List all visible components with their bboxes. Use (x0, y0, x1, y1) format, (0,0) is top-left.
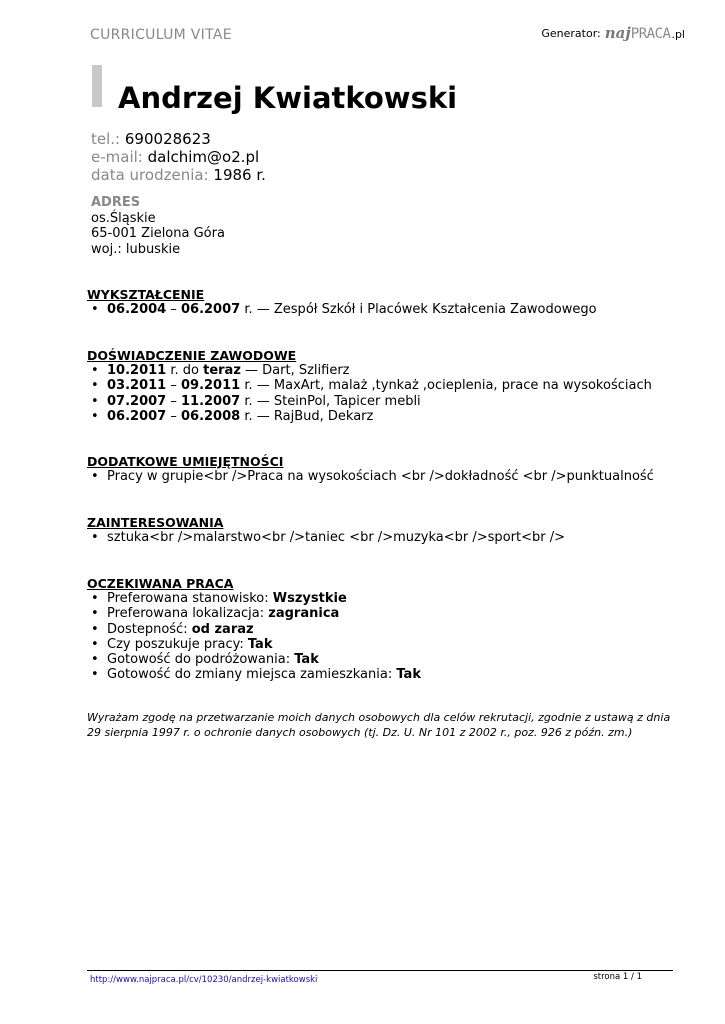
education-section (87, 287, 597, 317)
item-label: Gotowość do zmiany miejsca zamieszkania: (107, 667, 397, 683)
item-value: Tak (294, 652, 319, 668)
skills-item: • Pracy w grupie<br />Praca na wysokościach <br />dokładność <br />punktualność (87, 469, 654, 484)
education-item (87, 302, 597, 317)
data-processing-consent: Wyrażam zgodę na przetwarzanie moich danych osobowych dla celów rekrutacji, zgodnie z ustawą z dnia 29 sierpnia 1997 r. o ochronie danych osobowych (tj. Dz. U. Nr 101 z 2002 r., poz. 926 z późn. zm.) (87, 711, 671, 739)
expected-job-item (87, 622, 421, 637)
interests-heading: ZAINTERESOWANIA (87, 515, 224, 530)
expected-job-item (87, 606, 421, 621)
email-label: e-mail: (91, 148, 143, 166)
education-list (87, 302, 597, 317)
date-sep: – (166, 378, 181, 394)
birth-row (91, 166, 266, 184)
expected-job-item (87, 652, 421, 667)
entry-text: r. — RajBud, Dekarz (240, 408, 374, 424)
page-number: strona 1 / 1 (593, 972, 642, 982)
footer-divider (87, 970, 673, 971)
date-sep: – (166, 408, 181, 424)
interests-list (87, 530, 565, 545)
contact-info (91, 130, 266, 184)
interests-item: • sztuka<br />malarstwo<br />taniec <br />muzyka<br />sport<br /> (87, 530, 565, 545)
experience-item (87, 409, 652, 424)
date-from: 03.2011 (107, 378, 167, 394)
najpraca-logo (605, 24, 685, 42)
skills-heading: DODATKOWE UMIEJĘTNOŚCI (87, 454, 284, 469)
date-from: 06.2004 (107, 302, 167, 317)
expected-job-item (87, 637, 421, 652)
name-accent-bar (92, 65, 102, 107)
logo-part-praca: PRACA (630, 26, 671, 42)
item-value: od zaraz (191, 621, 254, 637)
entry-text: — Dart, Szlifierz (240, 363, 350, 378)
phone-value: 690028623 (124, 130, 211, 148)
entry-text: r. — SteinPol, Tapicer mebli (240, 393, 421, 409)
expected-job-item (87, 591, 421, 606)
date-to: 06.2008 (180, 408, 241, 424)
phone-row (91, 130, 266, 148)
date-from: 10.2011 (107, 363, 167, 378)
experience-item (87, 394, 652, 409)
entry-text: r. — Zespół Szkół i Placówek Kształcenia Zawodowego (240, 302, 597, 317)
skills-list (87, 469, 654, 484)
date-sep: – (166, 393, 181, 409)
item-value: Tak (396, 667, 421, 683)
item-label: Czy poszukuje pracy: (107, 636, 248, 652)
document-title: CURRICULUM VITAE (90, 27, 232, 43)
date-to: 06.2007 (180, 302, 241, 317)
email-row (91, 148, 266, 166)
item-value: zagranica (268, 606, 340, 622)
item-label: Preferowana stanowisko: (107, 591, 273, 606)
expected-job-item (87, 667, 421, 682)
education-heading: WYKSZTAŁCENIE (87, 287, 205, 302)
address-line: os.Śląskie (91, 210, 156, 226)
expected-job-list (87, 591, 421, 683)
date-sep: – (166, 302, 181, 317)
generator-credit (541, 24, 685, 42)
birth-value: 1986 r. (213, 166, 266, 184)
email-value: dalchim@o2.pl (147, 148, 260, 166)
date-from: 06.2007 (107, 408, 167, 424)
experience-heading: DOŚWIADCZENIE ZAWODOWE (87, 348, 297, 363)
experience-item (87, 378, 652, 393)
address-line: 65-001 Zielona Góra (91, 226, 225, 241)
date-to: 09.2011 (180, 378, 241, 394)
experience-list (87, 363, 652, 424)
person-name: Andrzej Kwiatkowski (118, 81, 458, 115)
generator-label: Generator: (541, 26, 601, 40)
experience-section (87, 348, 652, 424)
address-line: woj.: lubuskie (91, 241, 181, 257)
expected-job-heading: OCZEKIWANA PRACA (87, 576, 234, 591)
item-label: Dostepność: (107, 621, 192, 637)
phone-label: tel.: (91, 130, 121, 148)
date-from: 07.2007 (107, 393, 167, 409)
birth-label: data urodzenia: (91, 166, 209, 184)
date-sep: r. do (166, 363, 204, 378)
entry-text: r. — MaxArt, malaż ,tynkaż ,ocieplenia, prace na wysokościach (240, 378, 652, 394)
address-header: ADRES (91, 195, 141, 210)
item-label: Gotowość do podróżowania: (107, 652, 295, 668)
address-block (91, 195, 225, 257)
item-value: Wszystkie (272, 591, 347, 606)
date-to: 11.2007 (180, 393, 241, 409)
date-to: teraz (203, 363, 241, 378)
skills-section (87, 454, 654, 484)
experience-item (87, 363, 652, 378)
logo-part-naj: naj (604, 24, 631, 42)
expected-job-section (87, 576, 421, 683)
item-value: Tak (247, 636, 273, 652)
logo-suffix: .pl (671, 28, 685, 41)
interests-section (87, 515, 565, 545)
footer-cv-link[interactable]: http://www.najpraca.pl/cv/10230/andrzej-kwiatkowski (90, 975, 318, 985)
item-label: Preferowana lokalizacja: (107, 606, 269, 622)
